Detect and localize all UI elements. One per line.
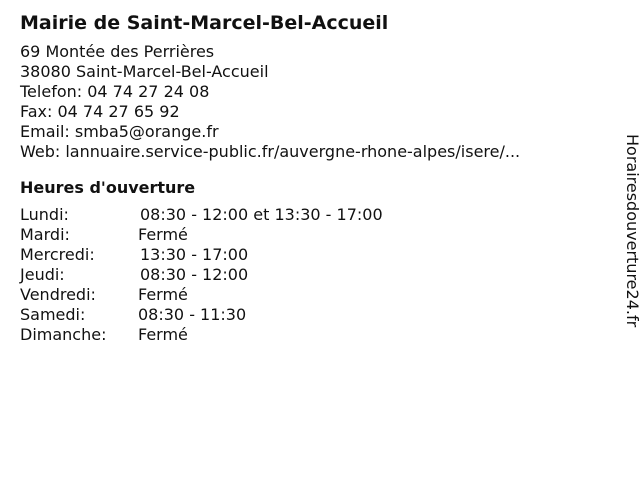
day-label: Jeudi: [20,265,65,284]
day-hours: 08:30 - 11:30 [138,305,247,324]
hours-row-samedi [20,305,600,325]
day-hours: Fermé [138,325,188,344]
day-hours: Fermé [138,285,188,304]
page-title: Mairie de Saint-Marcel-Bel-Accueil [20,12,389,34]
opening-hours-heading: Heures d'ouverture [20,178,196,197]
day-label: Samedi: [20,305,86,324]
web-line: Web: lannuaire.service-public.fr/auvergne-rhone-alpes/isere/... [20,142,521,161]
hours-row-dimanche [20,325,600,345]
postal-city: 38080 Saint-Marcel-Bel-Accueil [20,62,269,81]
day-label: Dimanche: [20,325,107,344]
day-hours: 08:30 - 12:00 [140,265,249,284]
day-label: Mercredi: [20,245,95,264]
day-hours: 13:30 - 17:00 [140,245,249,264]
day-hours: 08:30 - 12:00 et 13:30 - 17:00 [140,205,383,224]
opening-hours-table [20,205,600,345]
day-hours: Fermé [138,225,188,244]
fax-line: Fax: 04 74 27 65 92 [20,102,180,121]
hours-row-mardi [20,225,600,245]
mairie-info-card [20,10,600,345]
day-label: Lundi: [20,205,69,224]
email-line: Email: smba5@orange.fr [20,122,219,141]
hours-row-vendredi [20,285,600,305]
site-watermark: Horairesdouverture24.fr [623,134,642,328]
day-label: Mardi: [20,225,70,244]
hours-row-jeudi [20,265,600,285]
day-label: Vendredi: [20,285,96,304]
contact-block [20,42,600,162]
street-address: 69 Montée des Perrières [20,42,215,61]
phone-line: Telefon: 04 74 27 24 08 [20,82,210,101]
hours-row-mercredi [20,245,600,265]
hours-row-lundi [20,205,600,225]
